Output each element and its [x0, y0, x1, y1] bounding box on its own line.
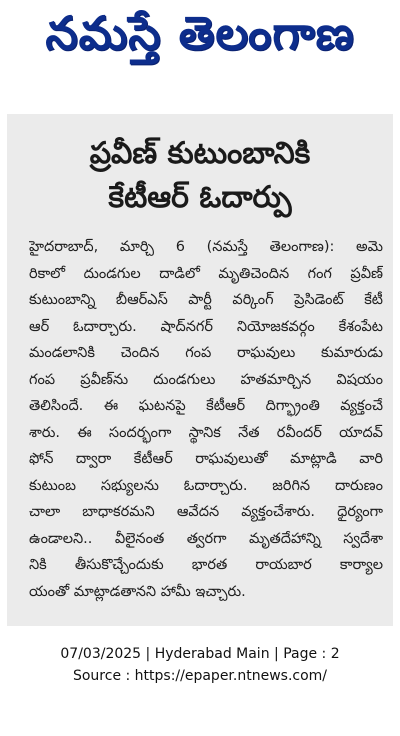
masthead — [0, 0, 400, 78]
page-footer — [0, 643, 400, 687]
source-link[interactable]: Source : https://epaper.ntnews.com/ — [72, 668, 328, 684]
body-line: మండలానికి చెందిన గంప రాఘవులు కుమారుడు — [29, 345, 383, 361]
article-clipping — [7, 114, 393, 626]
body-line: గంప ప్రవీణ్‌ను దుండగులు హతమార్చిన విషయం — [29, 371, 383, 388]
body-line: యంతో మాట్లాడతానని హామీ ఇచ్చారు. — [29, 583, 246, 600]
edition-info: 07/03/2025 | Hyderabad Main | Page : 2 — [60, 646, 340, 662]
body-line: కుటుంబ సభ్యులను ఓదార్చారు. జరిగిన దారుణం — [29, 477, 383, 494]
newspaper-logo: నమస్తే తెలంగాణ — [45, 6, 355, 60]
headline-line: ప్రవీణ్ కుటుంబానికి — [89, 136, 311, 171]
body-line: నికి తీసుకొచ్చేందుకు భారత రాయబార కార్యాల — [29, 557, 383, 573]
body-line: శారు. ఈ సందర్భంగా స్థానిక నేత రవీందర్ యాదవ్ — [29, 424, 383, 441]
body-line: హైదరాబాద్, మార్చి 6 (నమస్తే తెలంగాణ): అమె — [29, 239, 383, 255]
body-line: ఫోన్ ద్వారా కేటీఆర్ రాఘవులుతో మాట్లాడి వారి — [29, 451, 383, 467]
body-line: ఉండాలని.. వీలైనంత త్వరగా మృతదేహాన్ని స్వదేశా — [29, 530, 383, 547]
headline — [7, 132, 393, 220]
body-line: ఆర్ ఓదార్చారు. షాద్‌నగర్ నియోజకవర్గం కేశంపేట — [29, 318, 383, 335]
body-line: తెలిసిందే. ఈ ఘటనపై కేటీఆర్ దిగ్భ్రాంతి వ్యక్తంచే — [29, 398, 383, 414]
headline-line: కేటీఆర్ ఓదార్పు — [108, 180, 292, 215]
body-line: చాలా బాధాకరమని ఆవేదన వ్యక్తంచేశారు. ధైర్యంగా — [29, 504, 383, 520]
body-line: రికాలో దుండగుల దాడిలో మృతిచెందిన గంగ ప్రవీణ్ — [29, 265, 383, 282]
body-line: కుటుంబాన్ని బీఆర్ఎస్ పార్టీ వర్కింగ్ ప్రెసిడెంట్ కేటీ — [29, 292, 383, 308]
article-body — [29, 234, 383, 605]
